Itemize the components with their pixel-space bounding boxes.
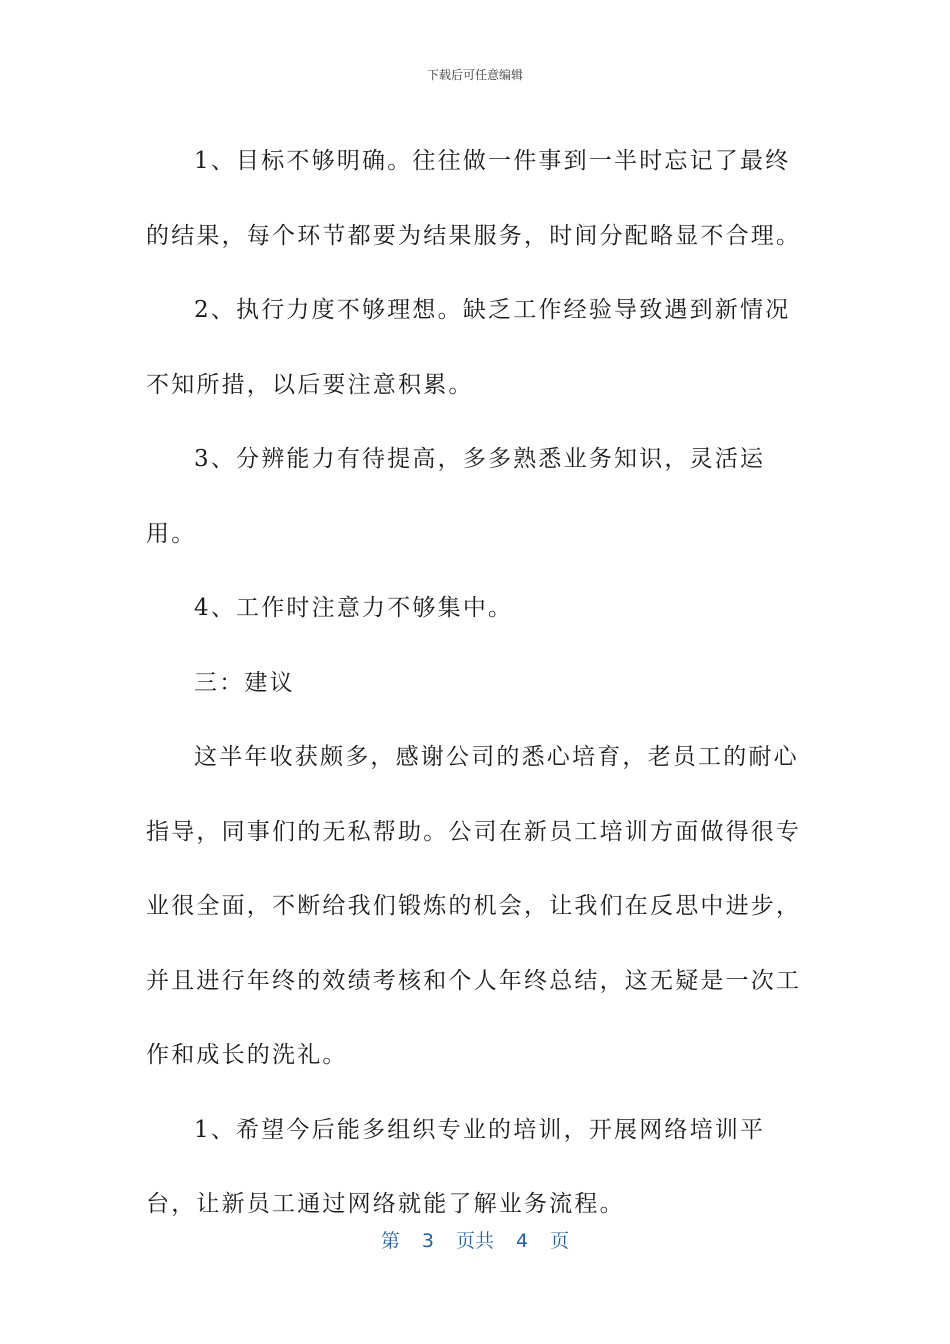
page-footer bbox=[0, 1226, 950, 1253]
paragraph-1: 1、目标不够明确。往往做一件事到一半时忘记了最终的结果，每个环节都要为结果服务，时间分配略显不合理。 bbox=[146, 148, 802, 249]
total-pages-number: 4 bbox=[516, 1230, 529, 1252]
section-heading: 三：建议 bbox=[194, 669, 295, 696]
current-page-number: 3 bbox=[421, 1230, 434, 1252]
paragraph-6: 1、希望今后能多组织专业的培训，开展网络培训平台，让新员工通过网络就能了解业务流程。 bbox=[146, 1116, 766, 1217]
paragraph-2: 2、执行力度不够理想。缺乏工作经验导致遇到新情况不知所措，以后要注意积累。 bbox=[146, 297, 791, 398]
footer-middle: 页共 bbox=[455, 1230, 494, 1252]
page-header: 下载后可任意编辑 bbox=[426, 68, 523, 82]
footer-prefix: 第 bbox=[380, 1230, 400, 1252]
footer-suffix: 页 bbox=[550, 1230, 570, 1252]
paragraph-5: 这半年收获颇多，感谢公司的悉心培育，老员工的耐心指导，同事们的无私帮助。公司在新员工培训方面做得很专业很全面，不断给我们锻炼的机会，让我们在反思中进步，并且进行年终的效绩考核和个人年终总结，这无疑是一次工作和成长的洗礼。 bbox=[146, 744, 802, 1068]
paragraph-4: 4、工作时注意力不够集中。 bbox=[194, 595, 514, 621]
paragraph-3: 3、分辨能力有待提高，多多熟悉业务知识，灵活运用。 bbox=[146, 446, 766, 547]
document-body bbox=[146, 124, 806, 1242]
